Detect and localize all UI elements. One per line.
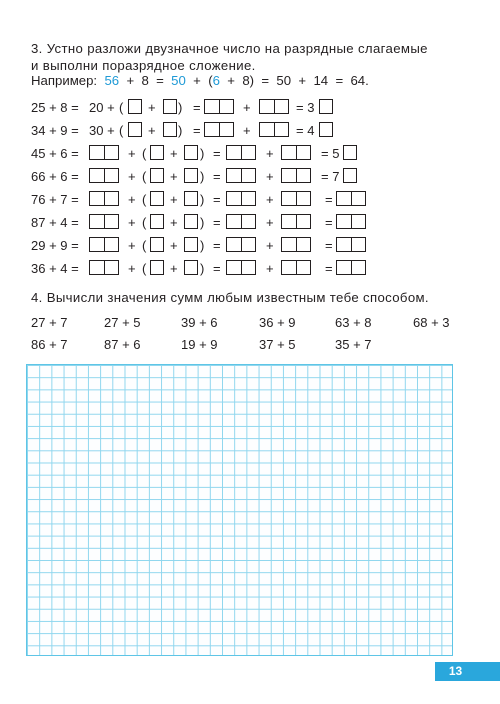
equals-sign: = [193, 100, 201, 115]
equals-sign: = [213, 261, 221, 276]
close-paren: ) [178, 100, 183, 115]
sum-expression: 87 + 6 [104, 337, 141, 352]
plus-sign: + [128, 146, 136, 161]
close-paren: ) [200, 215, 205, 230]
plus-sign: + [266, 215, 274, 230]
equals-sign: = [213, 146, 221, 161]
answer-cell[interactable] [150, 145, 164, 160]
row-tens: 30 + [89, 123, 115, 138]
open-paren: ( [142, 215, 147, 230]
row-expression: 87 + 4 = [31, 215, 79, 230]
answer-box-pair[interactable] [89, 145, 119, 160]
close-paren: ) [200, 261, 205, 276]
equals-sign: = [213, 169, 221, 184]
example-token: ( [208, 73, 213, 88]
plus-sign: + [128, 169, 136, 184]
answer-cell[interactable] [128, 122, 142, 137]
answer-box-pair[interactable] [336, 260, 366, 275]
plus-sign: + [243, 123, 251, 138]
example-token: + [298, 73, 307, 88]
plus-sign: + [128, 238, 136, 253]
plus-sign: + [170, 146, 178, 161]
equation-row [31, 191, 451, 209]
close-paren: ) [178, 123, 183, 138]
answer-cell[interactable] [319, 122, 333, 137]
answer-cell[interactable] [150, 168, 164, 183]
answer-cell[interactable] [184, 168, 198, 183]
answer-cell[interactable] [184, 260, 198, 275]
row-expression: 76 + 7 = [31, 192, 79, 207]
example-tens: 50 [171, 73, 186, 88]
example-prefix: Например: [31, 73, 98, 88]
row-result: = [325, 238, 333, 253]
equation-row [31, 237, 451, 255]
plus-sign: + [128, 192, 136, 207]
equals-sign: = [213, 215, 221, 230]
example-token: = [261, 73, 270, 88]
answer-box-pair[interactable] [226, 237, 256, 252]
example-token: 50 [276, 73, 292, 88]
answer-cell[interactable] [319, 99, 333, 114]
sums-row-1 [31, 315, 471, 331]
row-result: = [325, 261, 333, 276]
example-token: 8 [141, 73, 149, 88]
equation-row [31, 214, 451, 232]
plus-sign: + [148, 100, 156, 115]
plus-sign: + [243, 100, 251, 115]
sum-expression: 37 + 5 [259, 337, 296, 352]
sum-expression: 39 + 6 [181, 315, 218, 330]
close-paren: ) [200, 146, 205, 161]
task4-title: 4. Вычисли значения сумм любым известным тебе способом. [31, 290, 429, 305]
answer-cell[interactable] [150, 260, 164, 275]
row-expression: 34 + 9 = [31, 123, 79, 138]
close-paren: ) [200, 192, 205, 207]
task3-title-line2: и выполни поразрядное сложение. [31, 58, 256, 73]
plus-sign: + [266, 169, 274, 184]
open-paren: ( [142, 261, 147, 276]
open-paren: ( [142, 238, 147, 253]
sum-expression: 27 + 7 [31, 315, 68, 330]
row-result: = 7 [321, 169, 340, 184]
task3-title-line1: 3. Устно разложи двузначное число на разрядные слагаемые [31, 41, 428, 56]
sum-expression: 35 + 7 [335, 337, 372, 352]
plus-sign: + [170, 169, 178, 184]
example-units: 6 [212, 73, 220, 88]
sum-expression: 63 + 8 [335, 315, 372, 330]
answer-box-pair[interactable] [226, 191, 256, 206]
close-paren: ) [200, 169, 205, 184]
answer-cell[interactable] [184, 237, 198, 252]
answer-box-pair[interactable] [226, 214, 256, 229]
answer-box-pair[interactable] [89, 237, 119, 252]
row-result: = 4 [296, 123, 315, 138]
plus-sign: + [266, 146, 274, 161]
row-expression: 66 + 6 = [31, 169, 79, 184]
grid-work-area[interactable] [26, 364, 453, 656]
plus-sign: + [170, 238, 178, 253]
answer-box-pair[interactable] [336, 237, 366, 252]
equation-row [31, 99, 451, 117]
plus-sign: + [128, 215, 136, 230]
sum-expression: 86 + 7 [31, 337, 68, 352]
row-result: = 3 [296, 100, 315, 115]
example-token: + [126, 73, 135, 88]
answer-cell[interactable] [163, 99, 177, 114]
answer-box-pair[interactable] [226, 145, 256, 160]
plus-sign: + [170, 261, 178, 276]
open-paren: ( [142, 192, 147, 207]
plus-sign: + [266, 238, 274, 253]
answer-box-pair[interactable] [226, 168, 256, 183]
plus-sign: + [148, 123, 156, 138]
sum-expression: 36 + 9 [259, 315, 296, 330]
row-result: = [325, 215, 333, 230]
example-number: 56 [104, 73, 120, 88]
answer-cell[interactable] [150, 191, 164, 206]
equals-sign: = [193, 123, 201, 138]
equation-row [31, 122, 451, 140]
example-line [31, 73, 369, 88]
equation-row [31, 260, 451, 278]
answer-box-pair[interactable] [89, 191, 119, 206]
plus-sign: + [266, 192, 274, 207]
sum-expression: 68 + 3 [413, 315, 450, 330]
example-token: 64. [350, 73, 369, 88]
answer-cell[interactable] [184, 214, 198, 229]
answer-cell[interactable] [128, 99, 142, 114]
example-token: = [156, 73, 164, 88]
answer-cell[interactable] [150, 214, 164, 229]
example-token: = [335, 73, 344, 88]
sums-row-2 [31, 337, 471, 353]
answer-box-pair[interactable] [281, 237, 311, 252]
example-token: + [193, 73, 201, 88]
answer-cell[interactable] [163, 122, 177, 137]
example-token: + [227, 73, 235, 88]
row-result: = 5 [321, 146, 340, 161]
plus-sign: + [266, 261, 274, 276]
answer-box-pair[interactable] [281, 191, 311, 206]
answer-box-pair[interactable] [259, 122, 289, 137]
open-paren: ( [142, 146, 147, 161]
plus-sign: + [128, 261, 136, 276]
sum-expression: 27 + 5 [104, 315, 141, 330]
sum-expression: 19 + 9 [181, 337, 218, 352]
example-token: 14 [313, 73, 329, 88]
answer-box-pair[interactable] [281, 260, 311, 275]
answer-box-pair[interactable] [89, 168, 119, 183]
equals-sign: = [213, 238, 221, 253]
row-expression: 25 + 8 = [31, 100, 79, 115]
answer-box-pair[interactable] [281, 168, 311, 183]
answer-cell[interactable] [343, 168, 357, 183]
plus-sign: + [170, 215, 178, 230]
answer-box-pair[interactable] [204, 122, 234, 137]
close-paren: ) [200, 238, 205, 253]
answer-box-pair[interactable] [204, 99, 234, 114]
open-paren: ( [119, 123, 124, 138]
equals-sign: = [213, 192, 221, 207]
row-expression: 45 + 6 = [31, 146, 79, 161]
answer-box-pair[interactable] [281, 145, 311, 160]
open-paren: ( [119, 100, 124, 115]
answer-cell[interactable] [343, 145, 357, 160]
row-expression: 29 + 9 = [31, 238, 79, 253]
page-number-badge: 13 [435, 662, 500, 681]
row-tens: 20 + [89, 100, 115, 115]
open-paren: ( [142, 169, 147, 184]
answer-box-pair[interactable] [336, 191, 366, 206]
row-result: = [325, 192, 333, 207]
answer-box-pair[interactable] [89, 260, 119, 275]
answer-box-pair[interactable] [259, 99, 289, 114]
answer-cell[interactable] [184, 145, 198, 160]
row-expression: 36 + 4 = [31, 261, 79, 276]
answer-box-pair[interactable] [336, 214, 366, 229]
equation-row [31, 168, 451, 186]
answer-box-pair[interactable] [281, 214, 311, 229]
answer-box-pair[interactable] [89, 214, 119, 229]
plus-sign: + [170, 192, 178, 207]
answer-box-pair[interactable] [226, 260, 256, 275]
answer-cell[interactable] [150, 237, 164, 252]
equation-row [31, 145, 451, 163]
answer-cell[interactable] [184, 191, 198, 206]
example-token: 8) [242, 73, 255, 88]
